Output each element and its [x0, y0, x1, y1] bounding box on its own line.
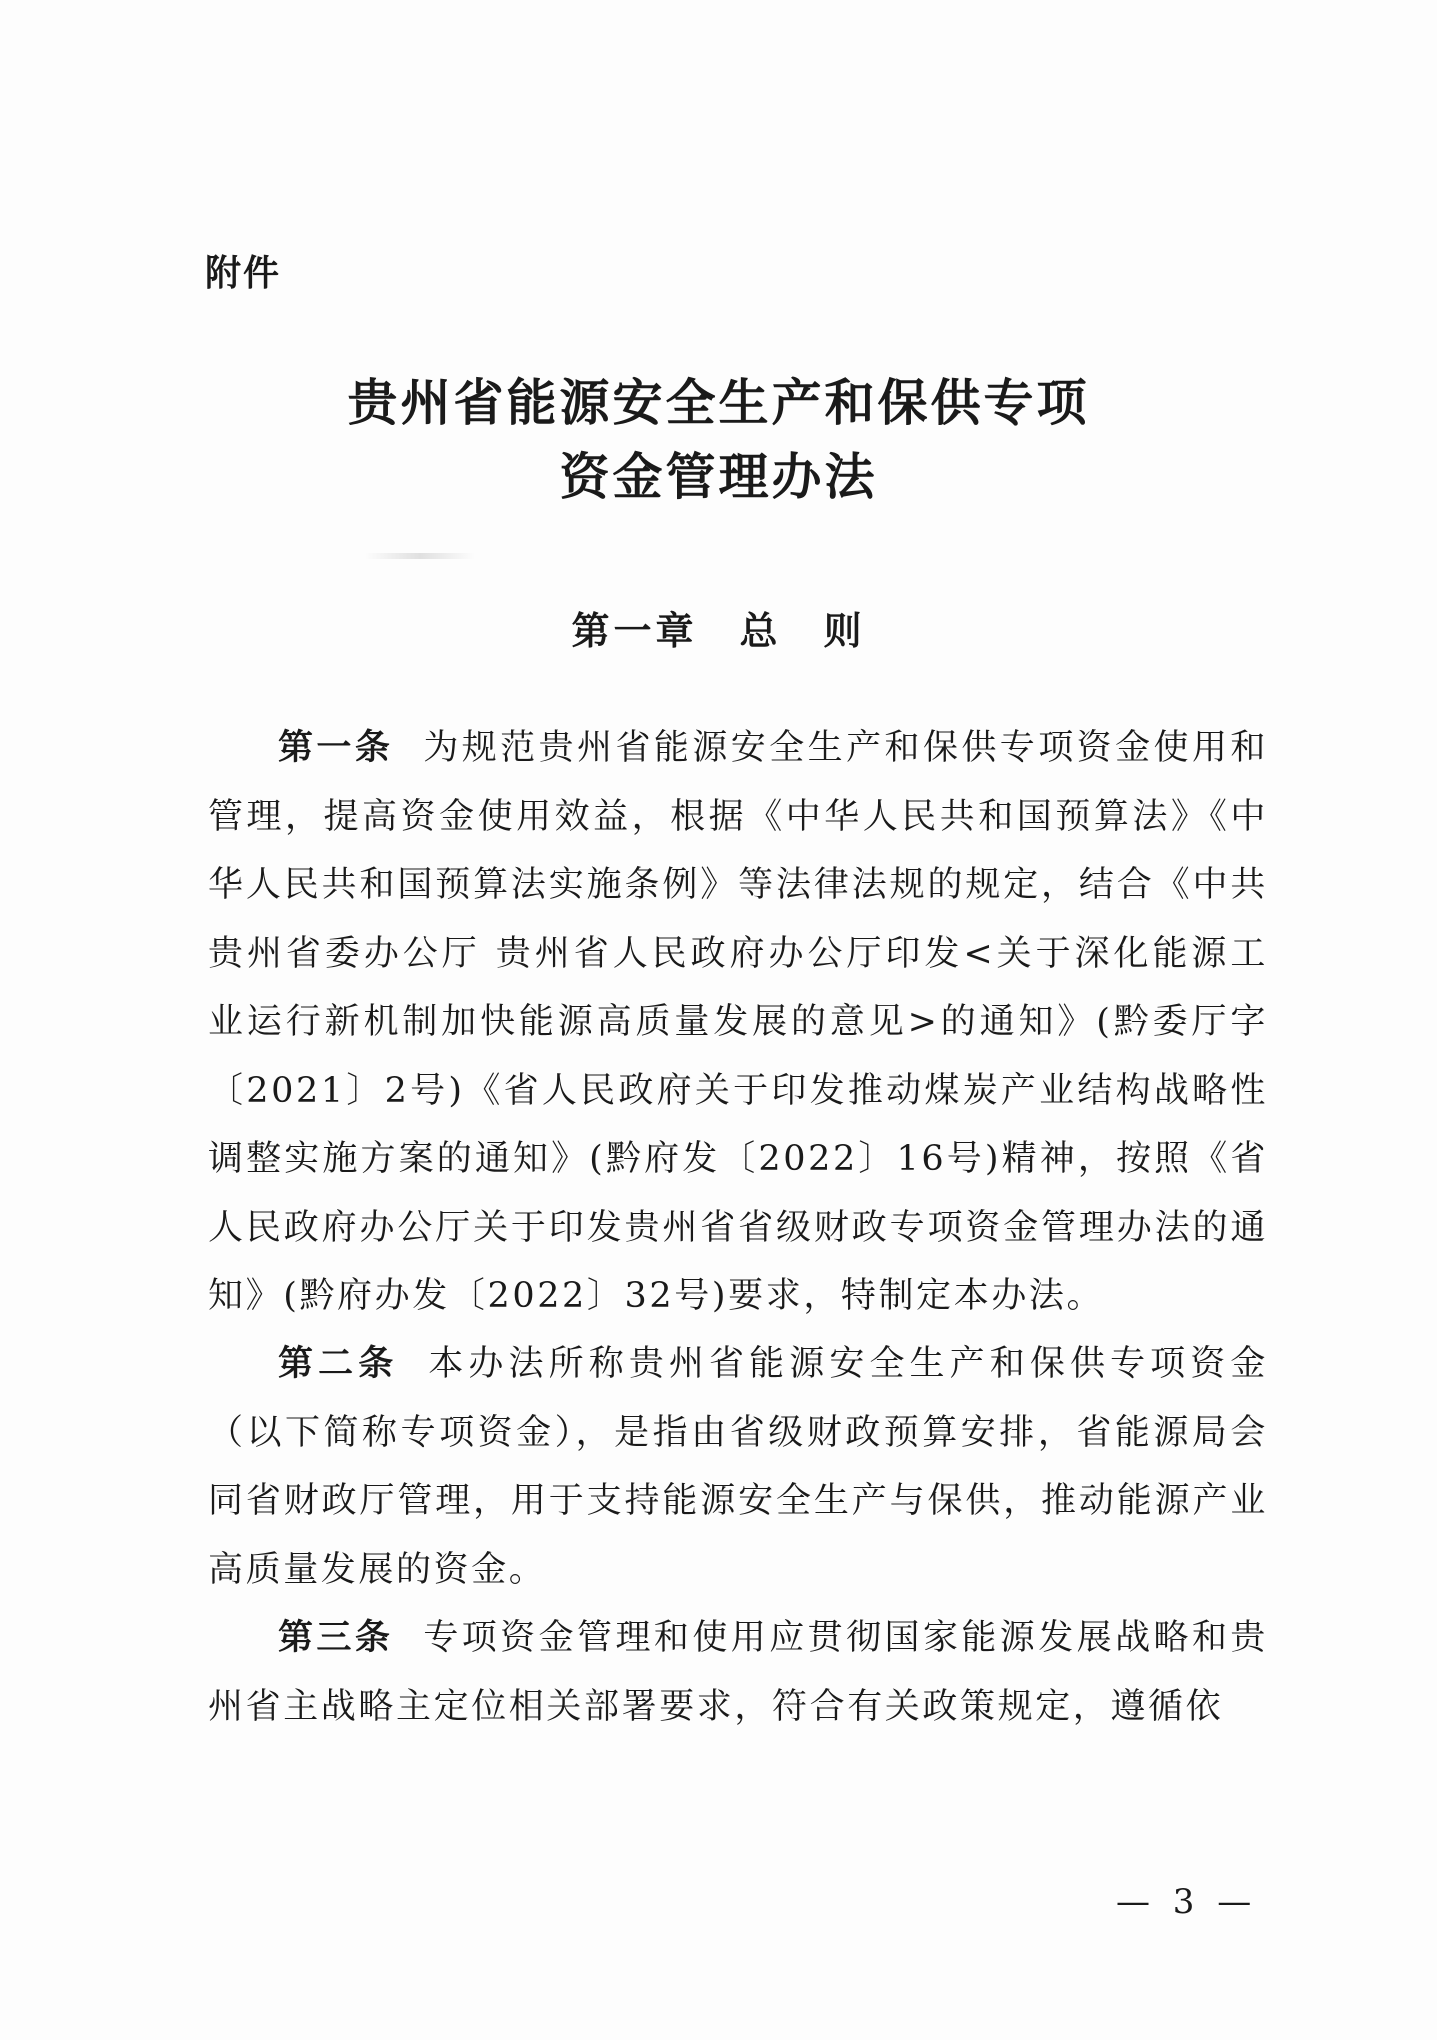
article-2-paragraph	[208, 1330, 1268, 1604]
article-3-text: 专项资金管理和使用应贯彻国家能源发展战略和贵州省主战略主定位相关部署要求，符合有关政策规定，遵循依	[208, 1618, 1269, 1727]
article-2-text: 本办法所称贵州省能源安全生产和保供专项资金（以下简称专项资金），是指由省级财政预算安排，省能源局会同省财政厅管理，用于支持能源安全生产与保供，推动能源产业高质量发展的资金。	[208, 1344, 1268, 1590]
article-3-label: 第三条	[278, 1618, 394, 1658]
chapter-heading: 第一章 总 则	[571, 609, 866, 653]
article-2	[208, 1330, 1268, 1604]
article-3-paragraph	[208, 1604, 1268, 1741]
article-2-label: 第二条	[278, 1344, 399, 1384]
article-1-label: 第一条	[278, 728, 394, 768]
article-1	[208, 714, 1268, 1331]
page-number: — 3 —	[1116, 1882, 1258, 1922]
article-1-text: 为规范贵州省能源安全生产和保供专项资金使用和管理，提高资金使用效益，根据《中华人民共和国预算法》《中华人民共和国预算法实施条例》等法律法规的规定，结合《中共贵州省委办公厅 贵州省人民政府办公厅印发<关于深化能源工业运行新机制加快能源高质量发展的意见>的通知》(黔委厅字〔2021〕2号)《省人民政府关于印发推动煤炭产业结构战略性调整实施方案的通知》(黔府发〔2022〕16号)精神，按照《省人民政府办公厅关于印发贵州省省级财政专项资金管理办法的通知》(黔府办发〔2022〕32号)要求，特制定本办法。	[208, 728, 1269, 1316]
document-title-line-2: 资金管理办法	[559, 448, 878, 506]
attachment-label: 附件	[205, 253, 282, 294]
scan-artifact	[365, 553, 475, 559]
article-3	[208, 1604, 1268, 1741]
article-1-paragraph	[208, 714, 1268, 1331]
document-title-line-1: 贵州省能源安全生产和保供专项	[347, 374, 1090, 432]
